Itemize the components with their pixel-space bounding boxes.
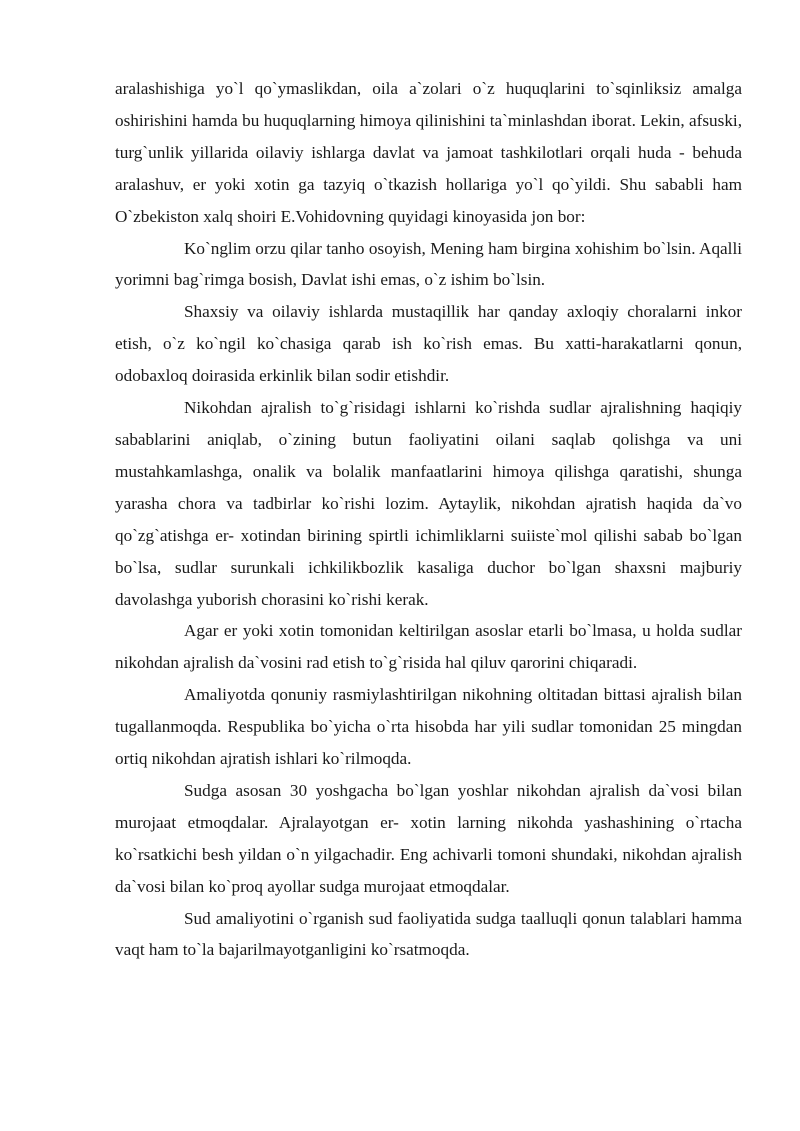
paragraph-court-practice: Sud amaliyotini o`rganish sud faoliyatida sudga taalluqli qonun talablari hamma vaqt ham to`la bajarilmayotganligini ko`rsatmoqda. (115, 908, 742, 960)
paragraph-young-people: Sudga asosan 30 yoshgacha bo`lgan yoshlar nikohdan ajralish da`vosi bilan murojaat etmoqdalar. Ajralayotgan er- xotin larning nikohda yashashining o`rtacha ko`rsatkichi besh yildan o`n yilgachadir. Eng achivarli tomoni shundaki, nikohdan ajralish da`vosi bilan ko`proq ayollar sudga murojaat etmoqdalar. (115, 780, 742, 896)
document-body (115, 73, 742, 966)
paragraph-statistics: Amaliyotda qonuniy rasmiylashtirilgan nikohning oltitadan bittasi ajralish bilan tugallanmoqda. Respublika bo`yicha o`rta hisobda har yili sudlar tomonidan 25 mingdan ortiq nikohdan ajratish ishlari ko`rilmoqda. (115, 685, 742, 769)
paragraph-continuation: aralashishiga yo`l qo`ymaslikdan, oila a`zolari o`z huquqlarini to`sqinliksiz amalga oshirishini hamda bu huquqlarning himoya qilinishini ta`minlashdan iborat. Lekin, afsuski, turg`unlik yillarida oilaviy ishlarga davlat va jamoat tashkilotlari orqali huda - behuda aralashuv, er yoki xotin ga tazyiq o`tkazish hollariga yo`l qo`yildi. Shu sababli ham O`zbekiston xalq shoiri E.Vohidovning quyidagi kinoyasida jon bor: (115, 79, 742, 226)
paragraph-divorce-courts: Nikohdan ajralish to`g`risidagi ishlarni ko`rishda sudlar ajralishning haqiqiy sabablarini aniqlab, o`zining butun faoliyatini oilani saqlab qolishga va uni mustahkamlashga, onalik va bolalik manfaatlarini himoya qilishga qaratishi, shunga yarasha chora va tadbirlar ko`rishi lozim. Aytaylik, nikohdan ajratish haqida da`vo qo`zg`atishga er- xotindan birining spirtli ichimliklarni suiiste`mol qilishi sabab bo`lgan bo`lsa, sudlar surunkali ichkilikbozlik kasaliga duchor bo`lgan shaxsni majburiy davolashga yuborish chorasini ko`rishi kerak. (115, 398, 742, 609)
paragraph-poem-quote: Ko`nglim orzu qilar tanho osoyish, Mening ham birgina xohishim bo`lsin. Aqalli yorimni bag`rimga bosish, Davlat ishi emas, o`z ishim bo`lsin. (115, 238, 742, 290)
paragraph-independence: Shaxsiy va oilaviy ishlarda mustaqillik har qanday axloqiy choralarni inkor etish, o`z ko`ngil ko`chasiga qarab ish ko`rish emas. Bu xatti-harakatlarni qonun, odobaxloq doirasida erkinlik bilan sodir etishdir. (115, 302, 742, 386)
paragraph-insufficient-grounds: Agar er yoki xotin tomonidan keltirilgan asoslar etarli bo`lmasa, u holda sudlar nikohdan ajralish da`vosini rad etish to`g`risida hal qiluv qarorini chiqaradi. (115, 621, 742, 673)
